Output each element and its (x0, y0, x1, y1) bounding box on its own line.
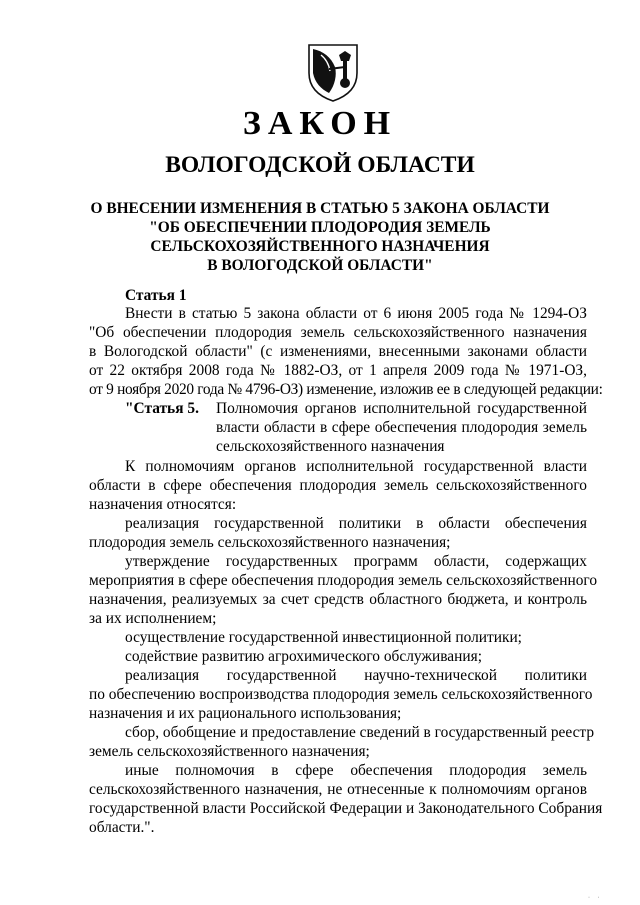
text-line: сельскохозяйственного назначения, не отнесенные к полномочиям органов (89, 781, 587, 798)
subject-line: СЕЛЬСКОХОЗЯЙСТВЕННОГО НАЗНАЧЕНИЯ (150, 238, 490, 255)
text-line: содействие развитию агрохимического обслуживания; (125, 648, 482, 665)
subject-line: "ОБ ОБЕСПЕЧЕНИИ ПЛОДОРОДИЯ ЗЕМЕЛЬ (149, 219, 491, 236)
vologda-coat-of-arms-icon (301, 39, 365, 103)
text-line: "Об обеспечении плодородия земель сельскохозяйственного назначения (89, 324, 587, 341)
subject-line: В ВОЛОГОДСКОЙ ОБЛАСТИ" (207, 257, 433, 274)
text-line: осуществление государственной инвестиционной политики; (125, 629, 522, 646)
quoted-article-title-line: власти области в сфере обеспечения плодородия земель (216, 419, 587, 436)
scan-specks: · · (588, 895, 603, 901)
text-line: утверждение государственных программ области, содержащих (125, 553, 587, 570)
text-line: земель сельскохозяйственного назначения; (89, 743, 370, 760)
text-line: от 9 ноября 2020 года № 4796-ОЗ) изменение, изложив ее в следующей редакции: (89, 381, 603, 398)
text-line: реализация государственной политики в области обеспечения (125, 515, 587, 532)
text-line: Внести в статью 5 закона области от 6 июня 2005 года № 1294-ОЗ (125, 305, 587, 322)
text-line: области в сфере обеспечения плодородия земель сельскохозяйственного (89, 477, 587, 494)
text-line: от 22 октября 2008 года № 1882-ОЗ, от 1 апреля 2009 года № 1971-ОЗ, (89, 362, 587, 379)
text-line: за их исполнением; (89, 610, 217, 627)
quoted-article-label: "Статья 5. (125, 400, 199, 417)
text-line: государственной власти Российской Федерации и Законодательного Собрания (89, 800, 603, 817)
text-line: реализация государственной научно-технической политики (125, 667, 587, 684)
text-line: в Вологодской области" (с изменениями, внесенными законами области (89, 343, 587, 360)
text-line: области.". (89, 819, 155, 836)
text-line: назначения и их рационального использования; (89, 705, 402, 722)
subject-line: О ВНЕСЕНИИ ИЗМЕНЕНИЯ В СТАТЬЮ 5 ЗАКОНА ОБЛАСТИ (90, 200, 550, 217)
quoted-article-title-line: сельскохозяйственного назначения (216, 438, 445, 455)
article-heading: Статья 1 (125, 287, 187, 304)
text-line: иные полномочия в сфере обеспечения плодородия земель (125, 762, 587, 779)
text-line: назначения, реализуемых за счет средств областного бюджета, и контроль (89, 591, 587, 608)
law-title: ЗАКОН (242, 105, 398, 142)
text-line: сбор, обобщение и предоставление сведений в государственный реестр (125, 724, 595, 741)
text-line: мероприятия в сфере обеспечения плодородия земель сельскохозяйственного (89, 572, 598, 589)
quoted-article-heading (125, 399, 587, 459)
quoted-article-title-line: Полномочия органов исполнительной государственной (216, 400, 587, 417)
region-title: ВОЛОГОДСКОЙ ОБЛАСТИ (165, 152, 475, 178)
text-line: по обеспечению воспроизводства плодородия земель сельскохозяйственного (89, 686, 593, 703)
text-line: назначения относятся: (89, 496, 237, 513)
text-line: К полномочиям органов исполнительной государственной власти (125, 458, 587, 475)
text-line: плодородия земель сельскохозяйственного назначения; (89, 534, 451, 551)
